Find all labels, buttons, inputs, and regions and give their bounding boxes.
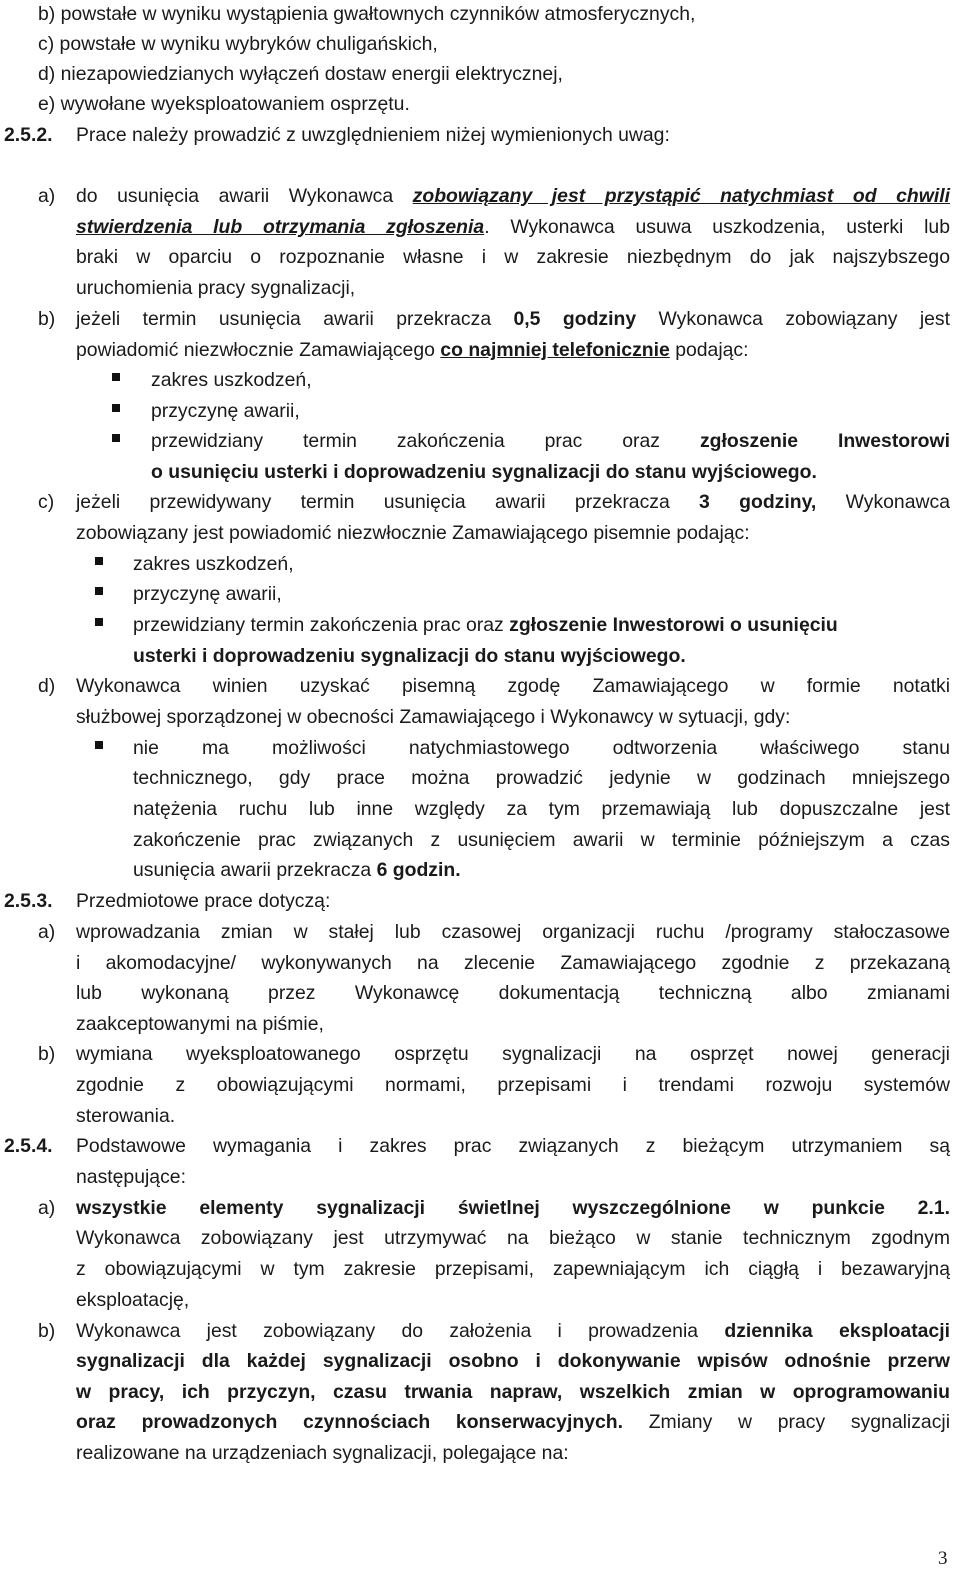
- paragraph-line: stwierdzenia lub otrzymania zgłoszenia. Wykonawca usuwa uszkodzenia, usterki lub: [76, 216, 950, 238]
- bullet-item: przyczynę awarii,: [151, 400, 300, 422]
- paragraph-line: powiadomić niezwłocznie Zamawiającego co najmniej telefonicznie podając:: [76, 339, 749, 361]
- section-number-2-5-4: 2.5.4.: [4, 1135, 53, 1157]
- bullet-square-icon: [112, 373, 120, 381]
- item-label-d: d): [38, 675, 56, 697]
- paragraph-line: zaakceptowanymi na piśmie,: [76, 1013, 324, 1035]
- bullet-item-continuation: technicznego, gdy prace można prowadzić jedynie w godzinach mniejszego: [133, 767, 950, 789]
- paragraph-line: zgodnie z obowiązującymi normami, przepisami i trendami rozwoju systemów: [76, 1074, 950, 1096]
- paragraph-line: i akomodacyjne/ wykonywanych na zlecenie Zamawiającego zgodnie z przekazaną: [76, 952, 950, 974]
- bullet-item-continuation: zakończenie prac związanych z usunięciem awarii w terminie późniejszym a czas: [133, 829, 950, 851]
- list-item-c: c) powstałe w wyniku wybryków chuligańskich,: [38, 33, 438, 55]
- paragraph-line: Wykonawca jest zobowiązany do założenia i prowadzenia dziennika eksploatacji: [76, 1320, 950, 1342]
- paragraph-line: Wykonawca winien uzyskać pisemną zgodę Zamawiającego w formie notatki: [76, 675, 950, 697]
- item-label-a: a): [38, 921, 56, 943]
- paragraph-line: z obowiązującymi w tym zakresie przepisami, zapewniającym ich ciągłą i bezawaryjną: [76, 1258, 950, 1280]
- bullet-item: przewidziany termin zakończenia prac oraz zgłoszenie Inwestorowi: [151, 430, 950, 452]
- bullet-item: przyczynę awarii,: [133, 583, 282, 605]
- bullet-item-continuation: o usunięciu usterki i doprowadzeniu sygnalizacji do stanu wyjściowego.: [151, 461, 817, 483]
- section-number-2-5-2: 2.5.2.: [4, 124, 53, 146]
- item-label-b: b): [38, 308, 56, 330]
- paragraph-line: służbowej sporządzonej w obecności Zamawiającego i Wykonawcy w sytuacji, gdy:: [76, 706, 791, 728]
- paragraph-line: sterowania.: [76, 1105, 176, 1127]
- bullet-item-continuation: natężenia ruchu lub inne względy za tym przemawiają lub dopuszczalne jest: [133, 798, 950, 820]
- item-label-b: b): [38, 1320, 56, 1342]
- bullet-item: nie ma możliwości natychmiastowego odtworzenia właściwego stanu: [133, 737, 950, 759]
- paragraph-line: jeżeli termin usunięcia awarii przekracza 0,5 godziny Wykonawca zobowiązany jest: [76, 308, 951, 330]
- list-item-e: e) wywołane wyeksploatowaniem osprzętu.: [38, 93, 410, 115]
- paragraph-line: wszystkie elementy sygnalizacji świetlnej wyszczególnione w punkcie 2.1.: [76, 1197, 950, 1219]
- paragraph-line: do usunięcia awarii Wykonawca zobowiązany jest przystąpić natychmiast od chwili: [76, 185, 950, 207]
- paragraph-line: jeżeli przewidywany termin usunięcia awarii przekracza 3 godziny, Wykonawca: [76, 491, 950, 513]
- paragraph-line: wprowadzania zmian w stałej lub czasowej organizacji ruchu /programy stałoczasowe: [76, 921, 950, 943]
- section-heading-2-5-3: Przedmiotowe prace dotyczą:: [76, 890, 331, 912]
- paragraph-line: w pracy, ich przyczyn, czasu trwania napraw, wszelkich zmian w oprogramowaniu: [76, 1381, 950, 1403]
- bullet-square-icon: [95, 741, 103, 749]
- section-heading-2-5-4-continuation: następujące:: [76, 1166, 186, 1188]
- paragraph-line: braki w oparciu o rozpoznanie własne i w zakresie niezbędnym do jak najszybszego: [76, 246, 950, 268]
- paragraph-line: Wykonawca zobowiązany jest utrzymywać na bieżąco w stanie technicznym zgodnym: [76, 1227, 950, 1249]
- section-heading-2-5-4: Podstawowe wymagania i zakres prac związanych z bieżącym utrzymaniem są: [76, 1135, 950, 1157]
- paragraph-line: lub wykonaną przez Wykonawcę dokumentacją techniczną albo zmianami: [76, 982, 950, 1004]
- item-label-c: c): [38, 491, 55, 513]
- bullet-square-icon: [95, 557, 103, 565]
- bullet-item: przewidziany termin zakończenia prac oraz zgłoszenie Inwestorowi o usunięciu: [133, 614, 838, 636]
- bullet-item: zakres uszkodzeń,: [133, 553, 294, 575]
- paragraph-line: realizowane na urządzeniach sygnalizacji, polegające na:: [76, 1442, 569, 1464]
- paragraph-line: eksploatację,: [76, 1289, 190, 1311]
- paragraph-line: sygnalizacji dla każdej sygnalizacji osobno i dokonywanie wpisów odnośnie przerw: [76, 1350, 950, 1372]
- bullet-item-continuation: usterki i doprowadzeniu sygnalizacji do stanu wyjściowego.: [133, 645, 686, 667]
- bullet-square-icon: [112, 404, 120, 412]
- item-label-a: a): [38, 185, 56, 207]
- item-label-a: a): [38, 1197, 56, 1219]
- bullet-item-continuation: usunięcia awarii przekracza 6 godzin.: [133, 859, 461, 881]
- paragraph-line: oraz prowadzonych czynnościach konserwacyjnych. Zmiany w pracy sygnalizacji: [76, 1411, 951, 1433]
- item-label-b: b): [38, 1043, 56, 1065]
- bullet-square-icon: [112, 434, 120, 442]
- bullet-item: zakres uszkodzeń,: [151, 369, 312, 391]
- list-item-d: d) niezapowiedzianych wyłączeń dostaw energii elektrycznej,: [38, 63, 563, 85]
- list-item-b: b) powstałe w wyniku wystąpienia gwałtownych czynników atmosferycznych,: [38, 3, 696, 25]
- paragraph-line: uruchomienia pracy sygnalizacji,: [76, 277, 356, 299]
- paragraph-line: zobowiązany jest powiadomić niezwłocznie Zamawiającego pisemnie podając:: [76, 522, 750, 544]
- section-heading-2-5-2: Prace należy prowadzić z uwzględnieniem niżej wymienionych uwag:: [76, 124, 670, 146]
- page-number: 3: [938, 1548, 948, 1569]
- section-number-2-5-3: 2.5.3.: [4, 890, 53, 912]
- bullet-square-icon: [95, 618, 103, 626]
- paragraph-line: wymiana wyeksploatowanego osprzętu sygnalizacji na osprzęt nowej generacji: [76, 1043, 950, 1065]
- bullet-square-icon: [95, 587, 103, 595]
